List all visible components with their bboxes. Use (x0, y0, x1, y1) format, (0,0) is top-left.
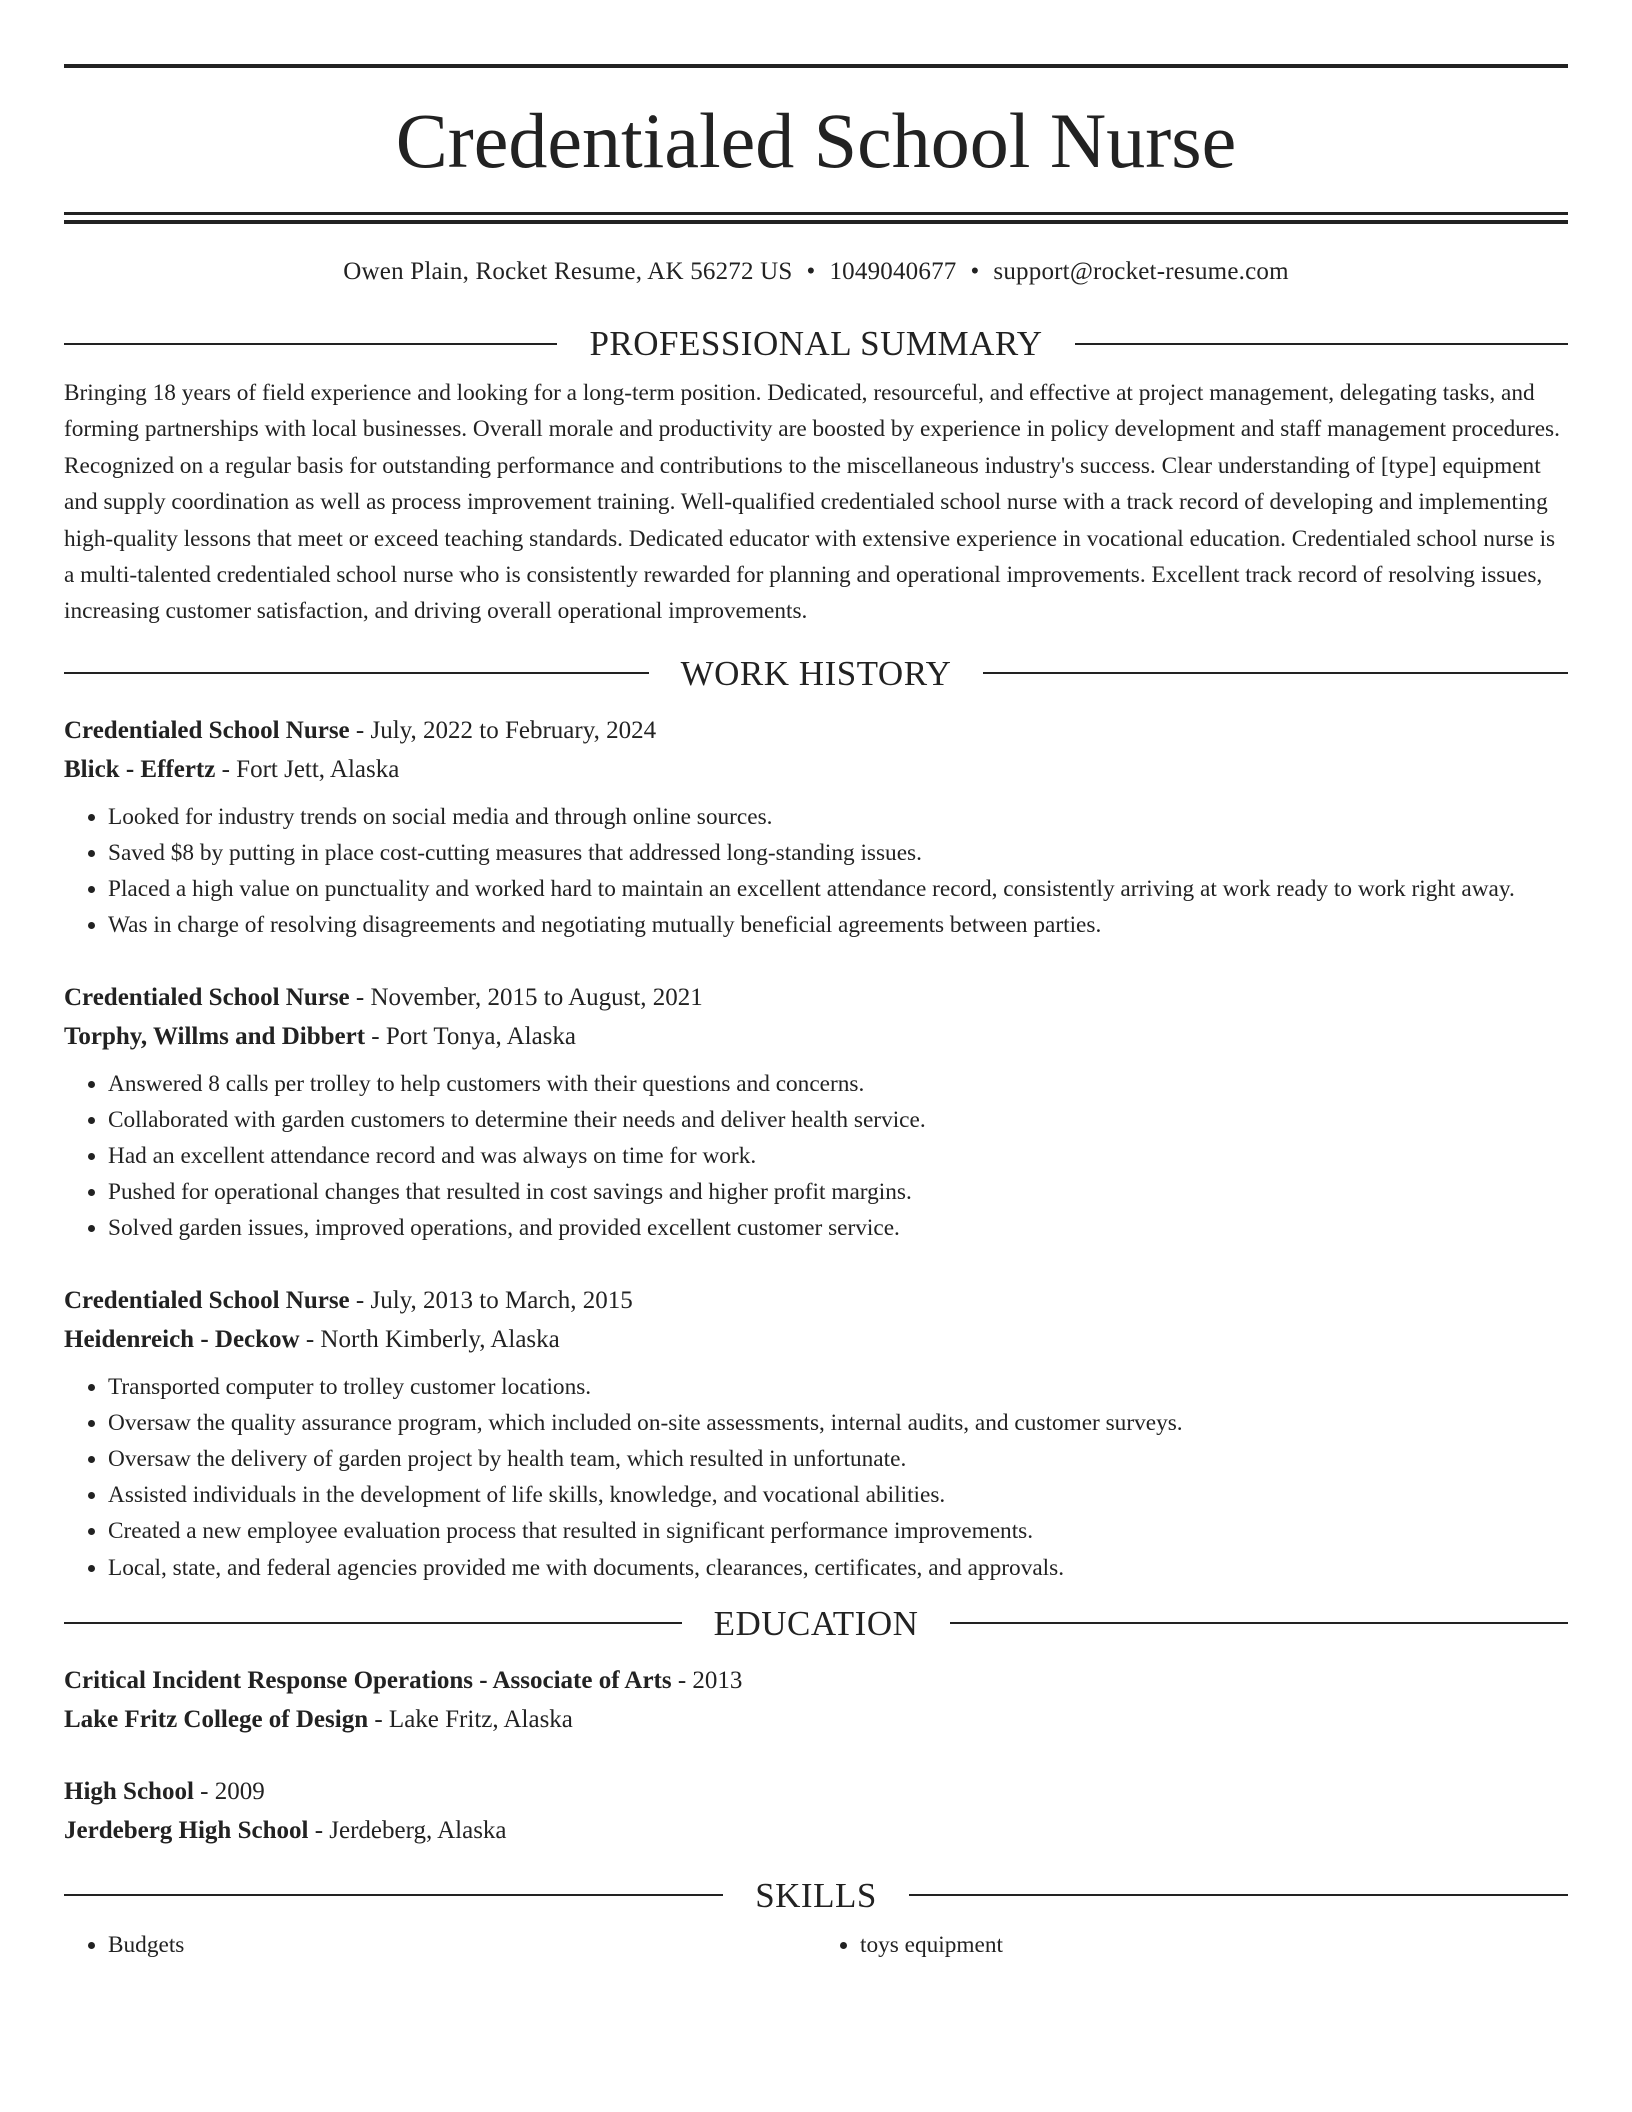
contact-separator: • (806, 258, 816, 285)
list-item: • Pushed for operational changes that resulted in cost savings and higher profit margins. (108, 1174, 1568, 1210)
summary-text: Bringing 18 years of field experience and looking for a long-term position. Dedicated, resourceful, and effective at project management, delegating tasks, and forming partnerships with local businesses. Overall morale and productivity are boosted by experience in policy development and staff management procedures. Recognized on a regular basis for outstanding performance and contributions to the miscellaneous industry's success. Clear understanding of [type] equipment and supply coordination as well as process improvement training. Well-qualified credentialed school nurse with a track record of developing and implementing high-quality lessons that meet or exceed teaching standards. Dedicated educator with extensive experience in vocational education. Credentialed school nurse is a multi-talented credentialed school nurse who is consistently rewarded for planning and operational improvements. Excellent track record of resolving issues, increasing customer satisfaction, and driving overall operational improvements. (64, 380, 1560, 625)
job-company-line (64, 1320, 1568, 1359)
degree-name: High School (64, 1777, 194, 1805)
skills-list-right (816, 1927, 1568, 1963)
contact-email: support@rocket-resume.com (993, 258, 1289, 285)
list-item: • Oversaw the delivery of garden project by health team, which resulted in unfortunate. (108, 1441, 1568, 1477)
job-company: Heidenreich - Deckow (64, 1325, 300, 1353)
heading-rule-right (950, 1622, 1568, 1624)
job-entry (64, 978, 1568, 1247)
degree-name: Critical Incident Response Operations - Associate of Arts (64, 1666, 672, 1694)
job-bullets (64, 1066, 1568, 1247)
heading-rule-right (983, 672, 1568, 674)
contact-address: Owen Plain, Rocket Resume, AK 56272 US (343, 258, 793, 285)
job-company: Blick - Effertz (64, 755, 216, 783)
list-item: • Answered 8 calls per trolley to help customers with their questions and concerns. (108, 1066, 1568, 1102)
job-title-line (64, 1281, 1568, 1320)
list-item: • Local, state, and federal agencies provided me with documents, clearances, certificates, and approvals. (108, 1550, 1568, 1586)
job-entry (64, 711, 1568, 944)
list-item: • Collaborated with garden customers to determine their needs and deliver health service. (108, 1102, 1568, 1138)
job-bullets (64, 1369, 1568, 1586)
section-heading-work-history (64, 653, 1568, 693)
contact-separator: • (970, 258, 980, 285)
job-title: Credentialed School Nurse (64, 1286, 350, 1314)
job-dates: - July, 2013 to March, 2015 (349, 1286, 633, 1314)
list-item: • Had an excellent attendance record and was always on time for work. (108, 1138, 1568, 1174)
job-company: Torphy, Willms and Dibbert (64, 1022, 366, 1050)
school-line (64, 1700, 1568, 1739)
section-heading-summary (64, 326, 1568, 361)
section-title: PROFESSIONAL SUMMARY (589, 324, 1043, 363)
list-item: • Transported computer to trolley customer locations. (108, 1369, 1568, 1405)
degree-line (64, 1772, 1568, 1811)
education-entry (64, 1661, 1568, 1739)
school-name: Lake Fritz College of Design (64, 1705, 369, 1733)
section-title: SKILLS (755, 1875, 877, 1915)
skills-columns (64, 1927, 1568, 1963)
list-item: • Budgets (108, 1927, 816, 1963)
heading-rule-right (1075, 343, 1568, 345)
job-title-line (64, 978, 1568, 1017)
list-item: • Oversaw the quality assurance program, which included on-site assessments, internal audits, and customer surveys. (108, 1405, 1568, 1441)
job-bullets (64, 799, 1568, 944)
contact-line (64, 258, 1568, 286)
job-title: Credentialed School Nurse (64, 716, 350, 744)
list-item: • Saved $8 by putting in place cost-cutting measures that addressed long-standing issues. (108, 835, 1568, 871)
job-dates: - November, 2015 to August, 2021 (349, 983, 703, 1011)
section-heading-skills (64, 1875, 1568, 1915)
school-location: - Lake Fritz, Alaska (368, 1705, 573, 1733)
section-title: EDUCATION (713, 1603, 919, 1643)
section-heading-education (64, 1603, 1568, 1643)
job-company-line (64, 750, 1568, 789)
degree-year: - 2009 (193, 1777, 265, 1805)
list-item: • toys equipment (860, 1927, 1568, 1963)
job-dates: - July, 2022 to February, 2024 (349, 716, 657, 744)
job-title: Credentialed School Nurse (64, 983, 350, 1011)
title-double-rule (64, 212, 1568, 224)
job-location: - Fort Jett, Alaska (215, 755, 400, 783)
school-name: Jerdeberg High School (64, 1816, 309, 1844)
skills-list-left (64, 1927, 816, 1963)
section-title: WORK HISTORY (680, 653, 952, 693)
job-location: - North Kimberly, Alaska (299, 1325, 560, 1353)
list-item: • Was in charge of resolving disagreements and negotiating mutually beneficial agreements between parties. (108, 907, 1568, 943)
education-entry (64, 1772, 1568, 1850)
heading-rule-left (64, 672, 649, 674)
list-item: • Assisted individuals in the development of life skills, knowledge, and vocational abilities. (108, 1477, 1568, 1513)
resume-title: Credentialed School Nurse (395, 97, 1237, 184)
job-title-line (64, 711, 1568, 750)
resume-page (64, 64, 1568, 1963)
degree-line (64, 1661, 1568, 1700)
heading-rule-left (64, 1622, 682, 1624)
school-line (64, 1811, 1568, 1850)
top-rule (64, 64, 1568, 68)
list-item: • Looked for industry trends on social media and through online sources. (108, 799, 1568, 835)
degree-year: - 2013 (671, 1666, 743, 1694)
job-entry (64, 1281, 1568, 1586)
job-location: - Port Tonya, Alaska (365, 1022, 576, 1050)
list-item: • Solved garden issues, improved operations, and provided excellent customer service. (108, 1210, 1568, 1246)
school-location: - Jerdeberg, Alaska (308, 1816, 507, 1844)
list-item: • Created a new employee evaluation process that resulted in significant performance improvements. (108, 1513, 1568, 1549)
heading-rule-left (64, 1894, 723, 1896)
list-item: • Placed a high value on punctuality and worked hard to maintain an excellent attendance record, consistently arriving at work ready to work right away. (108, 871, 1568, 907)
job-company-line (64, 1017, 1568, 1056)
heading-rule-right (909, 1894, 1568, 1896)
contact-phone: 1049040677 (829, 258, 957, 285)
heading-rule-left (64, 343, 557, 345)
